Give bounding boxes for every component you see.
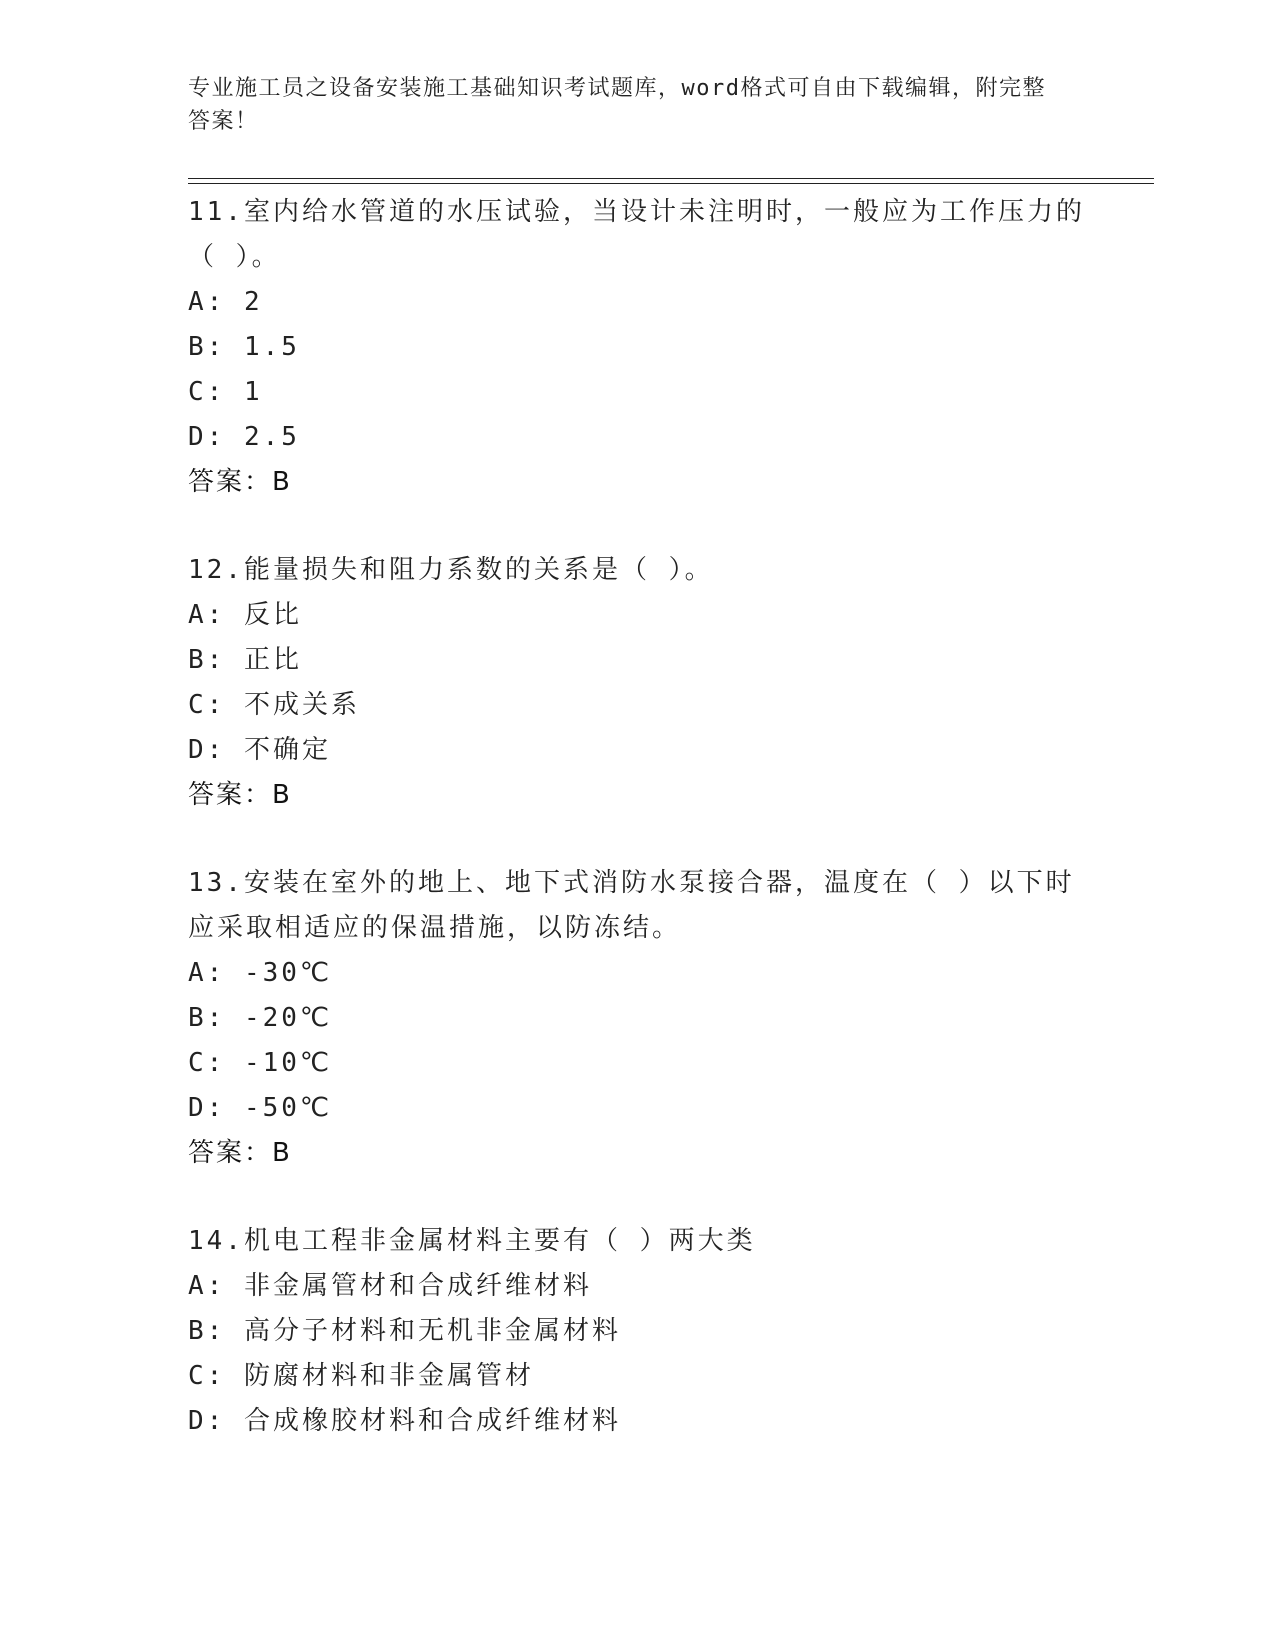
- option-label: B:: [188, 1003, 226, 1033]
- option-c: [188, 370, 1088, 415]
- option-a: [188, 593, 1088, 638]
- option-label: A:: [188, 287, 226, 317]
- question-spacer: [188, 1176, 1088, 1219]
- question-stem: 12.能量损失和阻力系数的关系是（ ）。: [188, 555, 714, 585]
- option-d: [188, 1086, 1088, 1131]
- option-c: [188, 1041, 1088, 1086]
- option-text: 不成关系: [243, 690, 360, 720]
- option-label: A:: [188, 600, 226, 630]
- answer: 答案：B: [188, 780, 292, 810]
- option-a: [188, 280, 1088, 325]
- option-text: -20℃: [243, 1003, 333, 1033]
- option-label: C:: [188, 377, 226, 407]
- answer: 答案：B: [188, 467, 292, 497]
- option-label: D:: [188, 1406, 226, 1436]
- option-b: [188, 1309, 1088, 1354]
- question-spacer: [188, 818, 1088, 861]
- option-b: [188, 996, 1088, 1041]
- option-c: [188, 683, 1088, 728]
- option-a: [188, 951, 1088, 996]
- option-text: 2.5: [243, 422, 300, 452]
- question-stem: 13.安装在室外的地上、地下式消防水泵接合器，温度在（ ）以下时应采取相适应的保温措施，以防冻结。: [188, 868, 1075, 943]
- option-label: B:: [188, 332, 226, 362]
- option-text: 1: [243, 377, 263, 407]
- option-a: [188, 1264, 1088, 1309]
- option-d: [188, 1399, 1088, 1444]
- option-label: D:: [188, 735, 226, 765]
- option-label: C:: [188, 1361, 226, 1391]
- question-spacer: [188, 505, 1088, 548]
- option-label: D:: [188, 1093, 226, 1123]
- option-label: A:: [188, 958, 226, 988]
- question-stem: 14.机电工程非金属材料主要有（ ）两大类: [188, 1226, 756, 1256]
- option-text: 合成橡胶材料和合成纤维材料: [243, 1406, 621, 1436]
- document-header: 专业施工员之设备安装施工基础知识考试题库，word格式可自由下载编辑，附完整答案！: [188, 76, 1046, 134]
- option-text: -10℃: [243, 1048, 333, 1078]
- question-stem: 11.室内给水管道的水压试验，当设计未注明时，一般应为工作压力的（ ）。: [188, 197, 1085, 272]
- option-d: [188, 728, 1088, 773]
- question-13: [188, 861, 1088, 1176]
- option-label: B:: [188, 645, 226, 675]
- header-rule-top: [188, 178, 1154, 179]
- answer: 答案：B: [188, 1138, 292, 1168]
- option-label: A:: [188, 1271, 226, 1301]
- option-label: D:: [188, 422, 226, 452]
- option-b: [188, 638, 1088, 683]
- option-text: -30℃: [243, 958, 333, 988]
- option-label: C:: [188, 1048, 226, 1078]
- header-rule-bottom: [188, 183, 1154, 184]
- option-b: [188, 325, 1088, 370]
- option-text: -50℃: [243, 1093, 333, 1123]
- option-text: 非金属管材和合成纤维材料: [243, 1271, 592, 1301]
- option-text: 2: [243, 287, 263, 317]
- option-label: B:: [188, 1316, 226, 1346]
- option-text: 正比: [243, 645, 302, 675]
- option-text: 反比: [243, 600, 302, 630]
- option-c: [188, 1354, 1088, 1399]
- option-d: [188, 415, 1088, 460]
- question-11: [188, 190, 1088, 505]
- question-14: [188, 1219, 1088, 1444]
- option-text: 1.5: [243, 332, 300, 362]
- question-12: [188, 548, 1088, 818]
- option-text: 防腐材料和非金属管材: [243, 1361, 534, 1391]
- question-list: [188, 190, 1088, 1444]
- option-text: 高分子材料和无机非金属材料: [243, 1316, 621, 1346]
- option-label: C:: [188, 690, 226, 720]
- option-text: 不确定: [243, 735, 331, 765]
